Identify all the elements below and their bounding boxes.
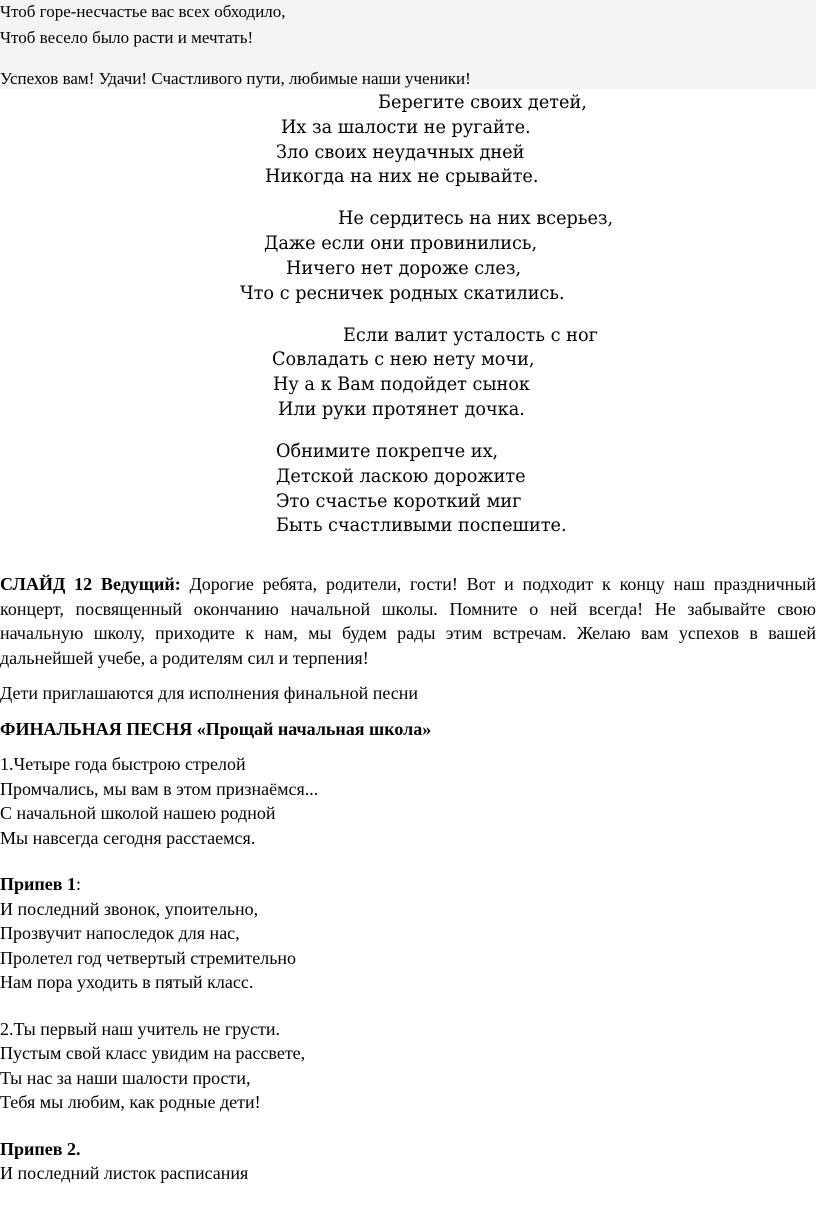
- greeting-line: Чтоб весело было расти и мечтать!: [0, 28, 254, 47]
- chorus-1-line: Пролетел год четвертый стремительно: [0, 947, 297, 968]
- poem-line: Это счастье короткий миг: [276, 490, 522, 512]
- poem-line: Зло своих неудачных дней: [276, 141, 525, 163]
- poem-line: Даже если они провинились,: [264, 232, 538, 254]
- poem-line: Если валит усталость с ног: [343, 324, 598, 346]
- chorus-1-heading: [0, 872, 816, 897]
- poem-line: Не сердитесь на них всерьез,: [338, 207, 614, 229]
- verse-1-line: Промчались, мы вам в этом признаёмся...: [0, 778, 319, 799]
- invite-text: Дети приглашаются для исполнения финальной песни: [0, 683, 419, 703]
- verse-1-line: Мы навсегда сегодня расстаемся.: [0, 827, 256, 848]
- verse-2-line: 2.Ты первый наш учитель не грусти.: [0, 1018, 281, 1039]
- chorus-2-line: И последний листок расписания: [0, 1163, 249, 1183]
- poem-line: Или руки протянет дочка.: [278, 398, 525, 420]
- poem-line: Быть счастливыми поспешите.: [276, 514, 567, 536]
- slide-text: Дорогие ребята, родители, гости! Вот и подходит к концу наш праздничный концерт, посвященный окончанию начальной школы. Помните о ней всегда! Не забывайте свою начальную школу, приходите к нам, мы будем рады этим встречам. Желаю вам успехов в вашей дальнейшей учебе, а родителям сил и терпения!: [0, 574, 816, 668]
- poem-line: Никогда на них не срывайте.: [265, 165, 539, 187]
- verse-1-line: С начальной школой нашею родной: [0, 803, 276, 823]
- chorus-1-label: Припев 1: [0, 874, 76, 894]
- verse-2-line: Ты нас за наши шалости прости,: [0, 1067, 251, 1088]
- chorus-1-line: Нам пора уходить в пятый класс.: [0, 972, 254, 992]
- chorus-1-colon: :: [75, 874, 81, 894]
- poem-line: Совладать с нею нету мочи,: [272, 348, 535, 370]
- poem-line: Их за шалости не ругайте.: [281, 116, 531, 138]
- verse-2-line: Пустым свой класс увидим на рассвете,: [0, 1043, 306, 1063]
- poem-line: Ничего нет дороже слез,: [286, 257, 522, 279]
- poem-line: Берегите своих детей,: [378, 91, 587, 113]
- poem-line: Что с ресничек родных скатились.: [240, 282, 565, 304]
- song-title: ФИНАЛЬНАЯ ПЕСНЯ «Прощай начальная школа»: [0, 718, 432, 739]
- slide-label: СЛАЙД 12 Ведущий:: [0, 574, 181, 594]
- slide-12-paragraph: [0, 572, 816, 670]
- poem-line: Ну а к Вам подойдет сынок: [273, 373, 530, 395]
- chorus-2-label: Припев 2.: [0, 1138, 81, 1159]
- verse-1-line: 1.Четыре года быстрою стрелой: [0, 754, 246, 774]
- verse-2-line: Тебя мы любим, как родные дети!: [0, 1092, 261, 1112]
- greeting-block: [0, 0, 816, 89]
- main-text: [0, 572, 816, 1186]
- greeting-line: Чтоб горе-несчастье вас всех обходило,: [0, 2, 286, 21]
- chorus-1-line: Прозвучит напоследок для нас,: [0, 923, 240, 943]
- poem-line: Детской ласкою дорожите: [276, 465, 526, 487]
- chorus-1-line: И последний звонок, упоительно,: [0, 898, 259, 919]
- poem-line: Обнимите покрепче их,: [276, 440, 499, 462]
- greeting-line: Успехов вам! Удачи! Счастливого пути, любимые наши ученики!: [0, 69, 471, 88]
